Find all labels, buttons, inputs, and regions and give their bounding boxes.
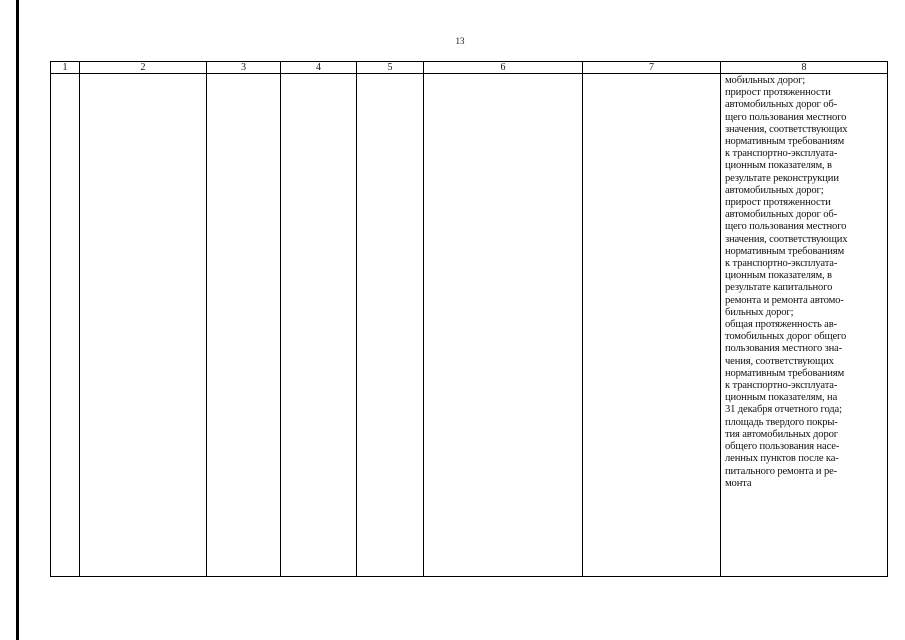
text-line: щего пользования местного xyxy=(725,111,847,123)
text-line: общего пользования насе- xyxy=(725,441,840,453)
cell-col-1 xyxy=(51,74,80,577)
text-line: автомобильных дорог об- xyxy=(725,209,837,221)
cell-col-5 xyxy=(357,74,424,577)
text-line: питального ремонта и ре- xyxy=(725,465,838,477)
text-line: результате капитального xyxy=(725,282,833,294)
header-row xyxy=(51,62,888,74)
text-line: автомобильных дорог; xyxy=(725,184,824,196)
page-edge-bar xyxy=(16,0,19,640)
indicator-text xyxy=(721,74,887,490)
text-line: ционным показателям, в xyxy=(725,270,832,282)
text-line: пользования местного зна- xyxy=(725,343,843,355)
cell-col-6 xyxy=(424,74,583,577)
text-line: мобильных дорог; xyxy=(725,75,806,86)
text-line: к транспортно-эксплуата- xyxy=(725,258,838,270)
column-header-8: 8 xyxy=(721,62,888,74)
text-line: ремонта и ремонта автомо- xyxy=(725,294,844,306)
column-header-1: 1 xyxy=(51,62,80,74)
text-line: результате реконструкции xyxy=(725,172,839,184)
cell-col-2 xyxy=(80,74,207,577)
text-line: монта xyxy=(725,477,752,489)
text-line: прирост протяженности xyxy=(725,87,831,99)
text-line: ционным показателям, в xyxy=(725,160,832,172)
text-line: тия автомобильных дорог xyxy=(725,428,838,440)
text-line: общая протяженность ав- xyxy=(725,319,837,331)
cell-col-7 xyxy=(583,74,721,577)
text-line: бильных дорог; xyxy=(725,306,794,318)
text-line: нормативным требованиям xyxy=(725,367,845,379)
column-header-3: 3 xyxy=(207,62,281,74)
text-line: значения, соответствующих xyxy=(725,123,848,135)
text-line: щего пользования местного xyxy=(725,221,847,233)
text-line: значения, соответствующих xyxy=(725,233,848,245)
text-line: нормативным требованиям xyxy=(725,136,845,148)
column-header-6: 6 xyxy=(424,62,583,74)
data-table xyxy=(50,61,888,577)
table-row xyxy=(51,74,888,577)
text-line: ленных пунктов после ка- xyxy=(725,453,839,465)
cell-col-8 xyxy=(721,74,888,577)
text-line: 31 декабря отчетного года; xyxy=(725,404,842,416)
cell-col-4 xyxy=(281,74,357,577)
text-line: автомобильных дорог об- xyxy=(725,99,837,111)
text-line: чения, соответствующих xyxy=(725,355,834,367)
column-header-2: 2 xyxy=(80,62,207,74)
cell-col-3 xyxy=(207,74,281,577)
column-header-5: 5 xyxy=(357,62,424,74)
text-line: нормативным требованиям xyxy=(725,245,845,257)
column-header-4: 4 xyxy=(281,62,357,74)
column-header-7: 7 xyxy=(583,62,721,74)
text-line: ционным показателям, на xyxy=(725,392,838,404)
text-line: томобильных дорог общего xyxy=(725,331,847,343)
page-number: 13 xyxy=(455,36,465,46)
text-line: к транспортно-эксплуата- xyxy=(725,380,838,392)
text-line: к транспортно-эксплуата- xyxy=(725,148,838,160)
text-line: прирост протяженности xyxy=(725,197,831,209)
text-line: площадь твердого покры- xyxy=(725,416,838,428)
